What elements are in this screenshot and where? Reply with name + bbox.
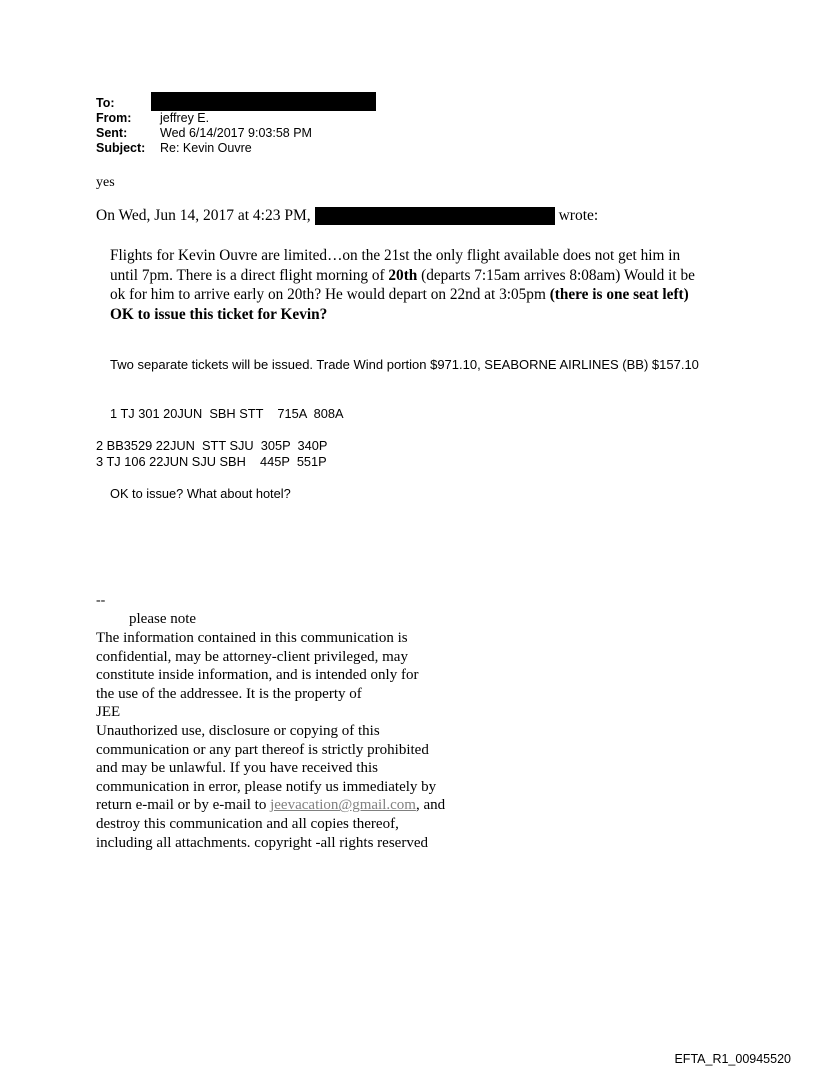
flight-line-2: 2 BB3529 22JUN STT SJU 305P 340P [96,438,328,453]
closing-question: OK to issue? What about hotel? [110,486,291,501]
email-suffix: , and [415,797,446,814]
flight-line-3: 3 TJ 106 22JUN SJU SBH 445P 551P [96,454,327,469]
flight-paragraph [110,246,710,305]
note-title: please note [129,611,197,627]
reply-body: yes [96,175,115,190]
quoted-message [110,246,710,324]
email-prefix: return e-mail or by e-mail to [96,797,271,814]
disclaimer-line: confidential, may be attorney-client privileged, may [96,648,408,665]
flight-text-a: Flights for Kevin Ouvre are limited…on the 21st the only flight available does not get him in until 7pm. There is a direct flight morning of [110,247,681,284]
from-label: From: [96,111,132,125]
quoted-intro-prefix: On Wed, Jun 14, 2017 at 4:23 PM, [96,207,311,224]
seat-note-bold: (there is one seat left) [549,286,689,303]
from-value: jeffrey E. [160,111,210,125]
disclaimer-line: and may be unlawful. If you have received this [96,760,378,777]
subject-label: Subject: [96,141,146,155]
subject-value: Re: Kevin Ouvre [160,141,252,155]
disclaimer-line: communication or any part thereof is strictly prohibited [96,741,429,758]
disclaimer [96,629,476,852]
issue-question: OK to issue this ticket for Kevin? [110,305,328,323]
redaction-to-recipient [151,92,376,111]
email-link[interactable]: jeevacation@gmail.com [270,797,416,814]
from-row [96,111,312,126]
disclaimer-line: The information contained in this communication is [96,630,408,646]
subject-row [96,141,312,156]
flight-date-bold: 20th [388,266,418,284]
disclaimer-line: the use of the addressee. It is the property of [96,685,362,702]
disclaimer-line: including all attachments. copyright -all rights reserved [96,834,428,851]
disclaimer-line: constitute inside information, and is intended only for [96,667,419,684]
tickets-info: Two separate tickets will be issued. Trade Wind portion $971.10, SEABORNE AIRLINES (BB) $157.10 [110,357,699,372]
disclaimer-line: JEE [96,704,121,721]
to-label: To: [96,96,115,110]
disclaimer-line: Unauthorized use, disclosure or copying of this [96,722,380,739]
disclaimer-line: destroy this communication and all copies thereof, [96,815,399,832]
flight-line-1: 1 TJ 301 20JUN SBH STT 715A 808A [110,406,344,421]
quoted-intro [96,207,598,225]
disclaimer-email-line [96,796,476,815]
sent-value: Wed 6/14/2017 9:03:58 PM [160,126,312,140]
flight-text-c: (departs 7:15am arrives 8:08am) Would it be ok for him to arrive early on 20th? He would depart on 22nd at 3:05pm [110,266,695,303]
signature-separator: -- [96,593,106,608]
document-id: EFTA_R1_00945520 [674,1052,791,1066]
redaction-sender [315,207,555,225]
disclaimer-line: communication in error, please notify us immediately by [96,778,437,795]
sent-label: Sent: [96,126,128,140]
quoted-intro-suffix: wrote: [558,207,599,224]
sent-row [96,126,312,141]
